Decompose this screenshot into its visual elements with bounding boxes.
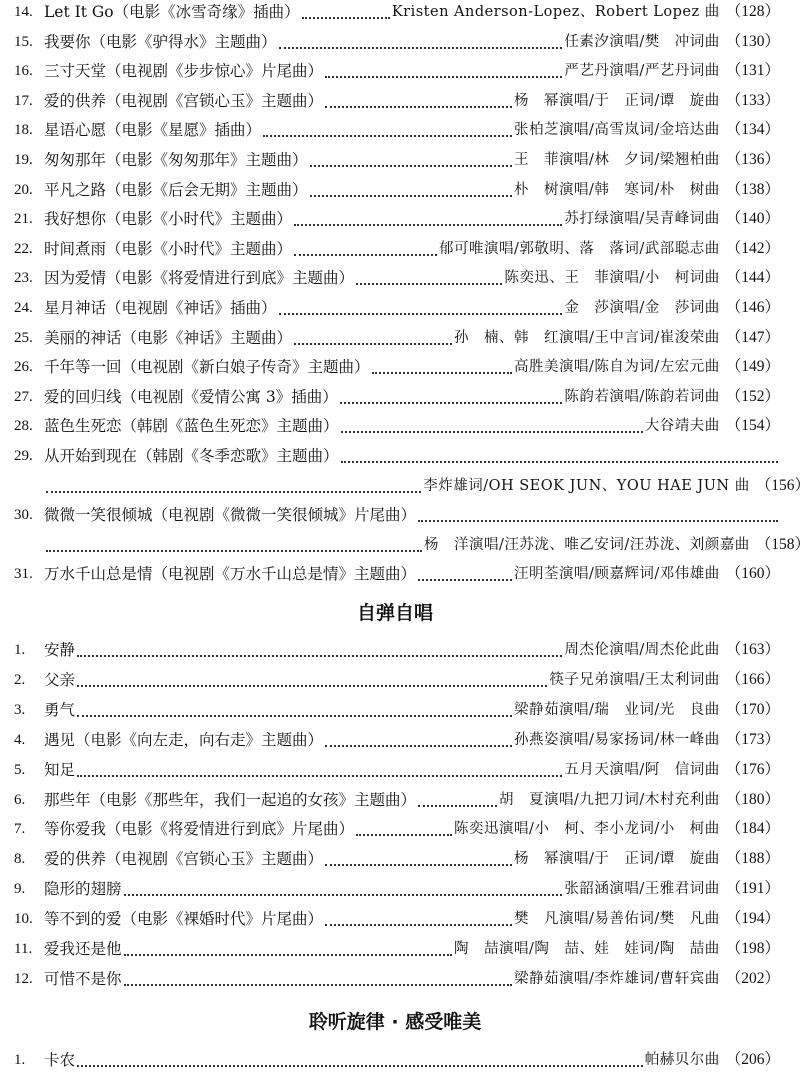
dot-leader [325, 848, 512, 866]
toc-entry [14, 322, 780, 348]
toc-entry [14, 114, 780, 140]
dot-leader [294, 238, 437, 256]
entry-credit: 杨 幂演唱/于 正词/谭 旋曲 [513, 851, 720, 868]
entry-credit: 梁静茹演唱/李炸雄词/曹轩宾曲 [513, 970, 720, 987]
entry-title: 勇气 [44, 700, 76, 719]
entry-page: （138） [725, 180, 780, 198]
toc-entry [14, 694, 780, 720]
toc-entry [14, 233, 780, 259]
entry-credit: 梁静茹演唱/瑞 业词/光 良曲 [513, 701, 720, 718]
entry-title: 遇见（电影《向左走，向右走》主题曲） [44, 730, 324, 749]
entry-credit: 汪明荃演唱/顾嘉辉词/邓伟雄曲 [513, 566, 720, 583]
entry-credit: 陈奕迅、王 菲演唱/小 柯词曲 [504, 270, 720, 287]
entry-number: 1. [14, 642, 26, 658]
entry-number: 20. [14, 181, 33, 198]
entry-page: （188） [725, 850, 780, 868]
entry-page: （184） [725, 820, 780, 838]
entry-number: 29. [14, 448, 33, 464]
toc-entry [14, 813, 780, 839]
entry-number: 8. [14, 851, 26, 868]
entry-title: 爱的供养（电视剧《宫锁心玉》主题曲） [44, 850, 324, 869]
entry-number: 30. [14, 507, 33, 524]
entry-title: 我好想你（电影《小时代》主题曲） [44, 210, 293, 229]
entry-number: 1. [14, 1052, 26, 1068]
entry-title: 星月神话（电视剧《神话》插曲） [44, 299, 277, 317]
entry-number: 5. [14, 761, 26, 778]
toc-entry [14, 55, 780, 81]
dot-leader [341, 415, 643, 433]
entry-title: 知足 [44, 760, 76, 779]
entry-title: 父亲 [44, 670, 76, 689]
entry-title: 爱的回归线（电视剧《爱情公寓 3》插曲） [44, 387, 338, 406]
toc-entry [14, 203, 780, 229]
entry-number: 16. [14, 63, 33, 80]
toc-entry [14, 843, 780, 869]
entry-page: （133） [725, 91, 780, 109]
dot-leader [418, 563, 512, 581]
entry-title: 可惜不是你 [44, 969, 122, 988]
entry-page: （144） [725, 269, 780, 287]
toc-entry [14, 933, 780, 959]
toc-entry [14, 85, 780, 111]
entry-credit: 陈韵若演唱/陈韵若词曲 [564, 388, 720, 405]
entry-page: （149） [725, 358, 780, 376]
entry-page: （154） [725, 417, 780, 435]
entry-page: （160） [725, 565, 780, 583]
entry-credit: Kristen Anderson-Lopez、Robert Lopez 曲 [391, 4, 720, 20]
section-heading: 聆听旋律 · 感受唯美 [308, 1011, 482, 1033]
toc-entry [14, 634, 780, 660]
entry-number: 27. [14, 388, 33, 405]
entry-title: 星语心愿（电影《星愿》插曲） [44, 121, 262, 140]
entry-number: 18. [14, 122, 33, 139]
entry-number: 7. [14, 821, 26, 838]
entry-title: 我要你（电影《驴得水》主题曲） [44, 32, 277, 51]
entry-title: 爱的供养（电视剧《宫锁心玉》主题曲） [44, 91, 324, 110]
dot-leader [124, 968, 512, 986]
entry-number: 2. [14, 671, 26, 688]
dot-leader [310, 149, 512, 167]
dot-leader [356, 267, 502, 285]
dot-leader [302, 1, 390, 19]
entry-page: （198） [725, 940, 780, 957]
entry-page: （134） [725, 121, 780, 139]
dot-leader [294, 327, 452, 345]
entry-credit: 樊 凡演唱/易善佑词/樊 凡曲 [513, 911, 720, 928]
entry-credit: 张柏芝演唱/高雪岚词/金培达曲 [513, 122, 720, 139]
dot-leader [340, 386, 563, 404]
entry-page: （194） [725, 910, 780, 928]
entry-number: 15. [14, 33, 33, 50]
entry-title: 那些年（电影《那些年，我们一起追的女孩》主题曲） [44, 790, 417, 809]
entry-number: 11. [14, 941, 33, 957]
entry-page: （147） [725, 328, 780, 346]
entry-title: 等不到的爱（电影《裸婚时代》片尾曲） [44, 910, 324, 929]
entry-credit: 大谷靖夫曲 [644, 418, 720, 435]
dot-leader [325, 729, 512, 747]
entry-page: （156） [755, 476, 810, 494]
entry-page: （206） [725, 1051, 780, 1068]
entry-page: （146） [725, 299, 780, 316]
entry-credit: 苏打绿演唱/吴青峰词曲 [564, 211, 720, 228]
toc-entry [14, 664, 780, 690]
dot-leader [372, 356, 512, 374]
dot-leader [46, 475, 421, 493]
entry-credit: 高胜美演唱/陈自为词/左宏元曲 [513, 359, 720, 376]
entry-title: 等你爱我（电影《将爱情进行到底》片尾曲） [44, 820, 355, 839]
entry-credit: 王 菲演唱/林 夕词/梁翘柏曲 [513, 152, 720, 168]
toc-entry [14, 470, 810, 496]
dot-leader [77, 759, 562, 777]
entry-credit: 陈奕迅演唱/小 柯、李小龙词/小 柯曲 [453, 821, 720, 838]
dot-leader [263, 119, 512, 137]
entry-credit: 筷子兄弟演唱/王太利词曲 [549, 671, 720, 688]
entry-number: 22. [14, 240, 33, 257]
entry-credit: 五月天演唱/阿 信词曲 [564, 761, 720, 778]
dot-leader [77, 1049, 643, 1067]
entry-page: （152） [725, 387, 780, 405]
toc-entry [14, 262, 780, 288]
toc-entry [14, 0, 780, 22]
entry-title: 三寸天堂（电视剧《步步惊心》片尾曲） [44, 62, 324, 81]
entry-credit: 胡 夏演唱/九把刀词/木村充利曲 [498, 791, 720, 808]
toc-entry [14, 903, 780, 929]
entry-credit: 帕赫贝尔曲 [644, 1052, 720, 1068]
entry-number: 10. [14, 911, 33, 928]
entry-number: 19. [14, 152, 33, 168]
entry-page: （131） [725, 62, 780, 80]
entry-credit: 孙燕姿演唱/易家扬词/林一峰曲 [513, 731, 720, 748]
dot-leader [341, 445, 778, 463]
entry-page: （140） [725, 210, 780, 228]
dot-leader [279, 297, 563, 315]
entry-number: 23. [14, 270, 33, 287]
entry-number: 21. [14, 211, 33, 228]
dot-leader [294, 208, 562, 226]
entry-credit: 杨 洋演唱/汪苏泷、唯乙安词/汪苏泷、刘颜嘉曲 [423, 536, 750, 553]
entry-credit: 孙 楠、韩 红演唱/王中言词/崔浚荣曲 [453, 329, 720, 346]
entry-page: （176） [725, 760, 780, 778]
entry-page: （180） [725, 790, 780, 808]
entry-credit: 金 莎演唱/金 莎词曲 [564, 300, 720, 316]
entry-page: （136） [725, 151, 780, 168]
entry-number: 9. [14, 881, 26, 898]
entry-page: （166） [725, 670, 780, 688]
entry-credit: 严艺丹演唱/严艺丹词曲 [564, 63, 720, 80]
toc-entry [14, 724, 780, 750]
entry-title: 从开始到现在（韩剧《冬季恋歌》主题曲） [44, 447, 339, 465]
toc-entry [14, 558, 780, 584]
entry-page: （173） [725, 730, 780, 748]
dot-leader [124, 938, 452, 956]
dot-leader [418, 504, 778, 522]
entry-number: 4. [14, 731, 26, 748]
entry-number: 3. [14, 701, 26, 718]
entry-page: （191） [725, 880, 780, 898]
entry-credit: 朴 树演唱/韩 寒词/朴 树曲 [513, 181, 720, 198]
entry-page: （128） [725, 3, 780, 20]
entry-title: 微微一笑很倾城（电视剧《微微一笑很倾城》片尾曲） [44, 506, 417, 525]
entry-credit: 李炸雄词/OH SEOK JUN、YOU HAE JUN 曲 [423, 477, 750, 494]
entry-credit: 郁可唯演唱/郭敬明、落 落词/武部聪志曲 [438, 240, 720, 257]
entry-page: （170） [725, 700, 780, 718]
dot-leader [325, 60, 562, 78]
dot-leader [77, 639, 562, 657]
entry-page: （158） [755, 535, 810, 553]
entry-number: 28. [14, 418, 33, 435]
entry-title: 平凡之路（电影《后会无期》主题曲） [44, 180, 308, 199]
entry-title: 美丽的神话（电影《神话》主题曲） [44, 328, 293, 347]
entry-number: 25. [14, 329, 33, 346]
toc-entry [14, 26, 780, 52]
toc-entry [14, 754, 780, 780]
entry-title: 因为爱情（电影《将爱情进行到底》主题曲） [44, 269, 355, 288]
toc-entry [14, 351, 780, 377]
entry-title: 时间煮雨（电影《小时代》主题曲） [44, 239, 293, 258]
dot-leader [77, 699, 512, 717]
toc-entry [14, 174, 780, 200]
entry-credit: 张韶涵演唱/王雅君词曲 [564, 881, 720, 898]
dot-leader [356, 818, 452, 836]
dot-leader [310, 179, 512, 197]
toc-entry [14, 873, 780, 899]
entry-title: Let It Go（电影《冰雪奇缘》插曲） [44, 3, 300, 21]
toc-entry [14, 529, 810, 555]
entry-number: 14. [14, 4, 33, 20]
toc-entry [14, 292, 780, 318]
entry-number: 12. [14, 970, 33, 987]
entry-title: 匆匆那年（电影《匆匆那年》主题曲） [44, 151, 308, 169]
entry-credit: 周杰伦演唱/周杰伦此曲 [564, 642, 720, 658]
dot-leader [325, 908, 512, 926]
entry-title: 蓝色生死恋（韩剧《蓝色生死恋》主题曲） [44, 417, 339, 436]
toc-entry [14, 499, 780, 525]
entry-number: 17. [14, 92, 33, 109]
entry-title: 安静 [44, 641, 76, 659]
toc-entry [14, 784, 780, 810]
entry-title: 隐形的翅膀 [44, 880, 122, 899]
entry-title: 千年等一回（电视剧《新白娘子传奇》主题曲） [44, 358, 370, 377]
entry-page: （130） [725, 32, 780, 50]
entry-title: 卡农 [44, 1051, 76, 1069]
toc-entry [14, 381, 780, 407]
entry-page: （163） [725, 641, 780, 658]
entry-number: 6. [14, 791, 26, 808]
dot-leader [279, 31, 563, 49]
entry-credit: 杨 幂演唱/于 正词/谭 旋曲 [513, 92, 720, 109]
toc-entry [14, 144, 780, 170]
section-heading: 自弹自唱 [356, 602, 433, 624]
entry-credit: 任素汐演唱/樊 冲词曲 [564, 33, 720, 50]
toc-entry [14, 1044, 780, 1070]
entry-title: 爱我还是他 [44, 940, 122, 958]
toc-entry [14, 963, 780, 989]
dot-leader [418, 789, 497, 807]
toc-entry [14, 410, 780, 436]
entry-credit: 陶 喆演唱/陶 喆、娃 娃词/陶 喆曲 [453, 941, 720, 957]
entry-page: （142） [725, 239, 780, 257]
dot-leader [325, 90, 512, 108]
entry-number: 24. [14, 300, 33, 316]
entry-number: 31. [14, 566, 33, 583]
dot-leader [77, 669, 547, 687]
entry-title: 万水千山总是情（电视剧《万水千山总是情》主题曲） [44, 565, 417, 584]
dot-leader [46, 534, 422, 552]
toc-entry [14, 440, 780, 466]
entry-number: 26. [14, 359, 33, 376]
entry-page: （202） [725, 969, 780, 987]
dot-leader [124, 878, 563, 896]
